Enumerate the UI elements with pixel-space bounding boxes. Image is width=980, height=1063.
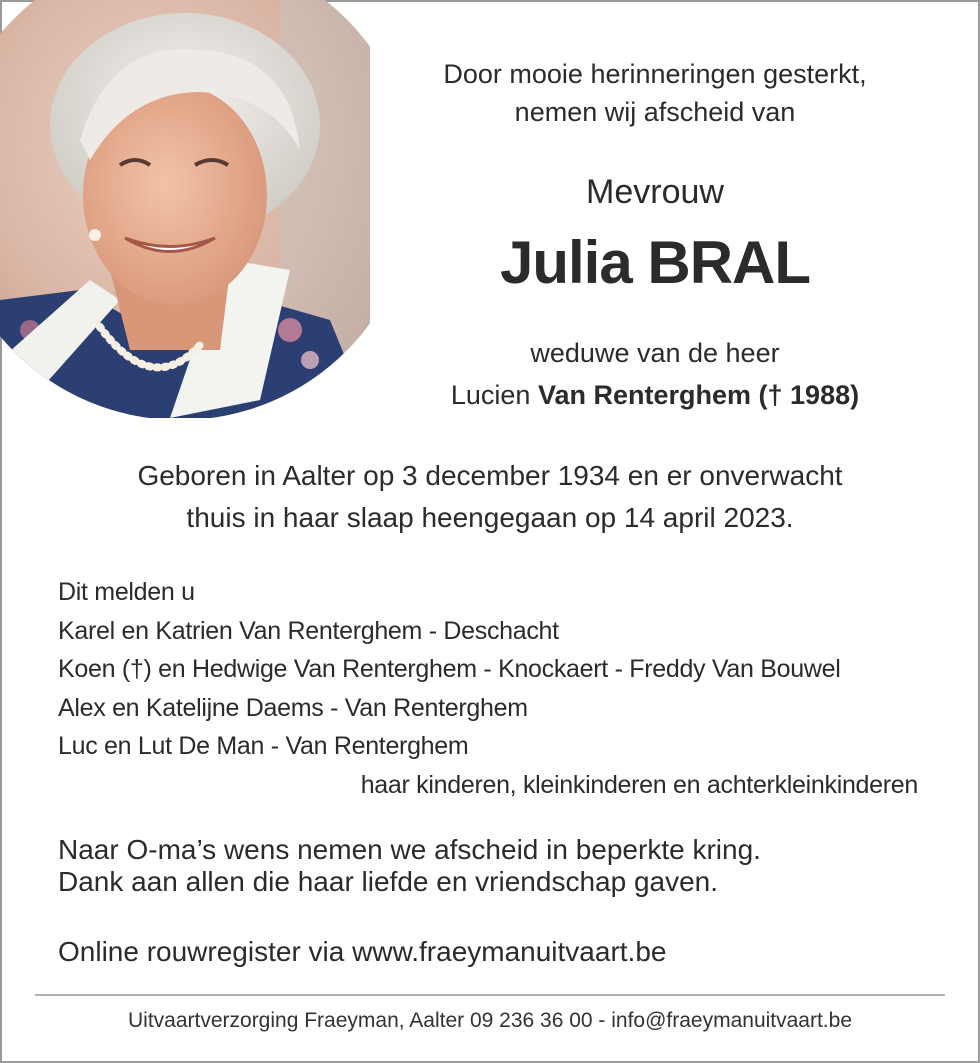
family-heading: Dit melden u — [58, 578, 195, 606]
family-member: Koen (†) en Hedwige Van Renterghem - Knockaert - Freddy Van Bouwel — [58, 655, 841, 683]
born-line-2: thuis in haar slaap heengegaan op 14 april 2023. — [186, 502, 794, 533]
widow-line-1: weduwe van de heer — [530, 338, 780, 368]
family-relation: haar kinderen, kleinkinderen en achterkleinkinderen — [360, 770, 918, 799]
wish-line-1: Naar O-ma’s wens nemen we afscheid in beperkte kring. — [58, 834, 761, 865]
family-member: Karel en Katrien Van Renterghem - Deschacht — [58, 616, 559, 645]
salutation: Mevrouw — [586, 173, 724, 211]
birth-death-text — [0, 455, 980, 539]
intro-text — [380, 55, 930, 131]
family-member: Alex en Katelijne Daems - Van Renterghem — [58, 693, 528, 722]
footer-divider — [35, 994, 945, 996]
wish-line-2: Dank aan allen die haar liefde en vriendschap gaven. — [58, 866, 719, 897]
spouse-surname: Van Renterghem († 1988) — [537, 380, 860, 410]
portrait-photo — [0, 0, 370, 418]
intro-line-2: nemen wij afscheid van — [514, 97, 796, 127]
deceased-name: Julia BRAL — [499, 229, 811, 296]
spouse-first-name: Lucien — [450, 380, 531, 410]
born-line-1: Geboren in Aalter op 3 december 1934 en er onverwacht — [137, 460, 843, 491]
widow-line-2 — [380, 380, 930, 411]
footer-contact: Uitvaartverzorging Fraeyman, Aalter 09 236 36 00 - info@fraeymanuitvaart.be — [127, 1009, 853, 1032]
wish-text — [58, 834, 761, 898]
family-list — [58, 573, 938, 804]
intro-line-1: Door mooie herinneringen gesterkt, — [443, 59, 867, 89]
online-register-text: Online rouwregister via www.fraeymanuitvaart.be — [58, 936, 667, 967]
family-member: Luc en Lut De Man - Van Renterghem — [58, 732, 469, 760]
